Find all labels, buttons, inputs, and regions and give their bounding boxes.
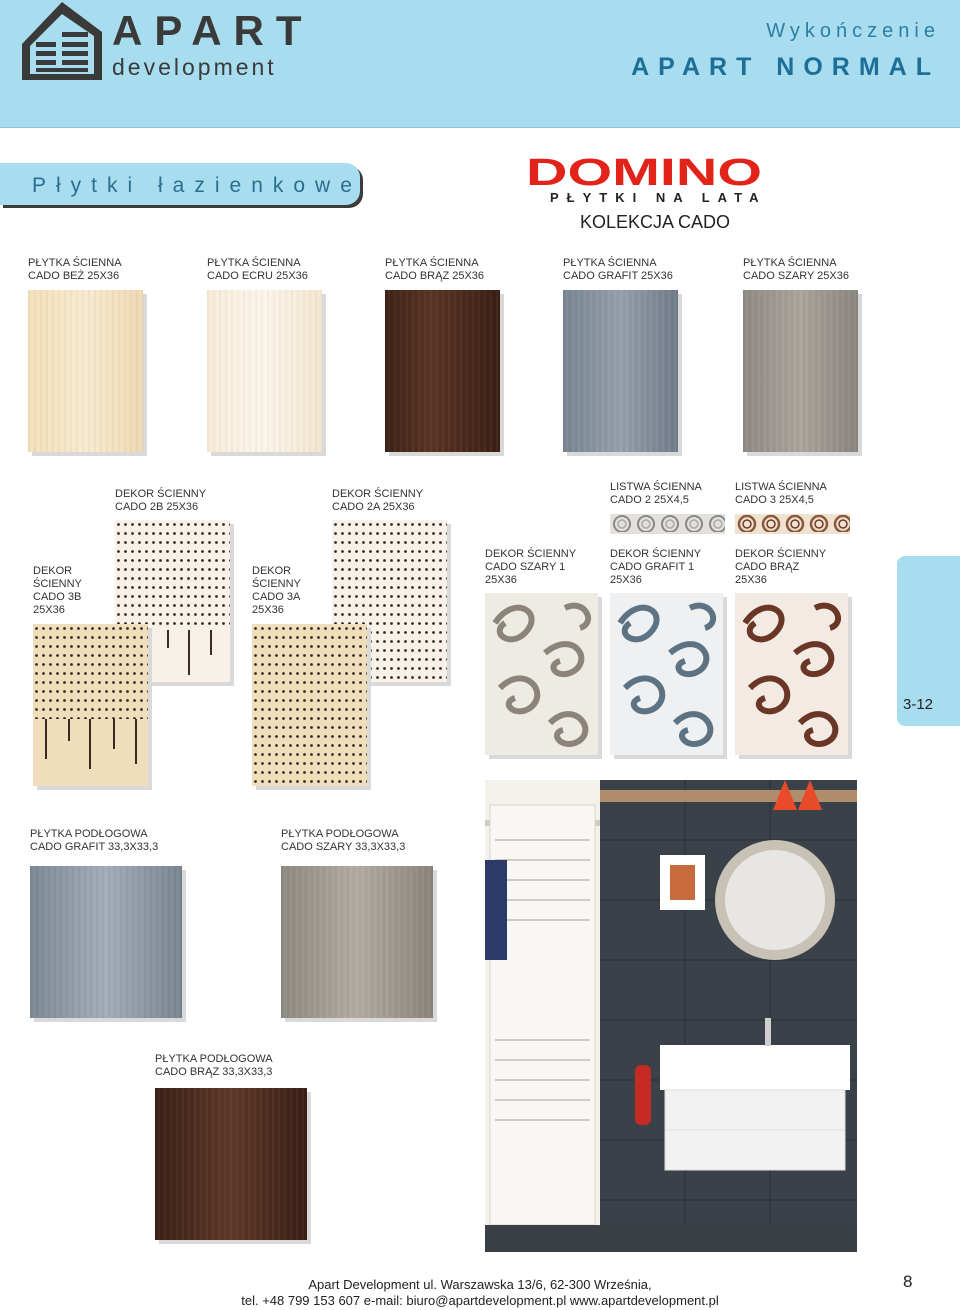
header-subtitle: Wykończenie bbox=[766, 20, 940, 42]
tile-swatch-szary bbox=[743, 290, 858, 452]
decor-swatch-braz bbox=[735, 593, 848, 755]
decor-label: DEKOR ŚCIENNY CADO 3A 25X36 bbox=[252, 565, 301, 616]
floor-tile-label: PŁYTKA PODŁOGOWA CADO BRĄZ 33,3X33,3 bbox=[155, 1053, 273, 1078]
tile-swatch-braz bbox=[385, 290, 500, 452]
collection-title: KOLEKCJA CADO bbox=[580, 212, 731, 232]
building-logo-icon bbox=[22, 2, 102, 82]
decor-swatch-3a bbox=[252, 624, 367, 786]
decor-swatch-szary-1 bbox=[485, 593, 598, 755]
tile-swatch-bez bbox=[28, 290, 143, 452]
decor-label: DEKOR ŚCIENNY CADO SZARY 1 25X36 bbox=[485, 548, 577, 586]
floor-tile-label: PŁYTKA PODŁOGOWA CADO GRAFIT 33,3X33,3 bbox=[30, 828, 159, 853]
header-title: APART NORMAL bbox=[631, 53, 940, 81]
decor-label: DEKOR ŚCIENNY CADO 2B 25X36 bbox=[115, 488, 207, 513]
decor-label: DEKOR ŚCIENNY CADO 2A 25X36 bbox=[332, 488, 424, 513]
floor-swatch-grafit bbox=[30, 866, 182, 1018]
border-swatch-cado-3 bbox=[735, 514, 850, 534]
border-swatch-cado-2 bbox=[610, 514, 725, 534]
decor-label: DEKOR ŚCIENNY CADO 3B 25X36 bbox=[33, 565, 82, 616]
wall-tile-label: PŁYTKA ŚCIENNA CADO GRAFIT 25X36 bbox=[563, 257, 673, 282]
wall-tile-label: PŁYTKA ŚCIENNA CADO BRĄZ 25X36 bbox=[385, 257, 485, 282]
footer-address: Apart Development ul. Warszawska 13/6, 62-300 Września, bbox=[308, 1277, 652, 1292]
floor-swatch-braz bbox=[155, 1088, 307, 1240]
floor-tile-label: PŁYTKA PODŁOGOWA CADO SZARY 33,3X33,3 bbox=[281, 828, 406, 853]
bathroom-photo bbox=[485, 780, 857, 1252]
domino-logo bbox=[524, 156, 764, 188]
tile-swatch-grafit bbox=[563, 290, 678, 452]
decor-swatch-3b bbox=[33, 624, 148, 786]
section-title: Płytki łazienkowe bbox=[32, 174, 362, 197]
tile-swatch-ecru bbox=[207, 290, 322, 452]
chapter-page-range: 3-12 bbox=[903, 696, 934, 713]
footer-contact: tel. +48 799 153 607 e-mail: biuro@apartdevelopment.pl www.apartdevelopment.pl bbox=[241, 1293, 719, 1308]
page-number: 8 bbox=[903, 1272, 913, 1291]
floor-swatch-szary bbox=[281, 866, 433, 1018]
brand-tagline: PŁYTKI NA LATA bbox=[550, 190, 767, 205]
border-label: LISTWA ŚCIENNA CADO 2 25X4,5 bbox=[610, 481, 702, 506]
border-label: LISTWA ŚCIENNA CADO 3 25X4,5 bbox=[735, 481, 827, 506]
decor-label: DEKOR ŚCIENNY CADO GRAFIT 1 25X36 bbox=[610, 548, 702, 586]
decor-label: DEKOR ŚCIENNY CADO BRĄZ 25X36 bbox=[735, 548, 827, 586]
brand-name: DOMINO bbox=[526, 156, 762, 188]
logo-wordmark: APART bbox=[112, 7, 314, 54]
wall-tile-label: PŁYTKA ŚCIENNA CADO ECRU 25X36 bbox=[207, 257, 308, 282]
logo-subtitle: development bbox=[112, 54, 277, 80]
wall-tile-label: PŁYTKA ŚCIENNA CADO SZARY 25X36 bbox=[743, 257, 849, 282]
wall-tile-label: PŁYTKA ŚCIENNA CADO BEŻ 25X36 bbox=[28, 257, 122, 282]
decor-swatch-grafit-1 bbox=[610, 593, 723, 755]
